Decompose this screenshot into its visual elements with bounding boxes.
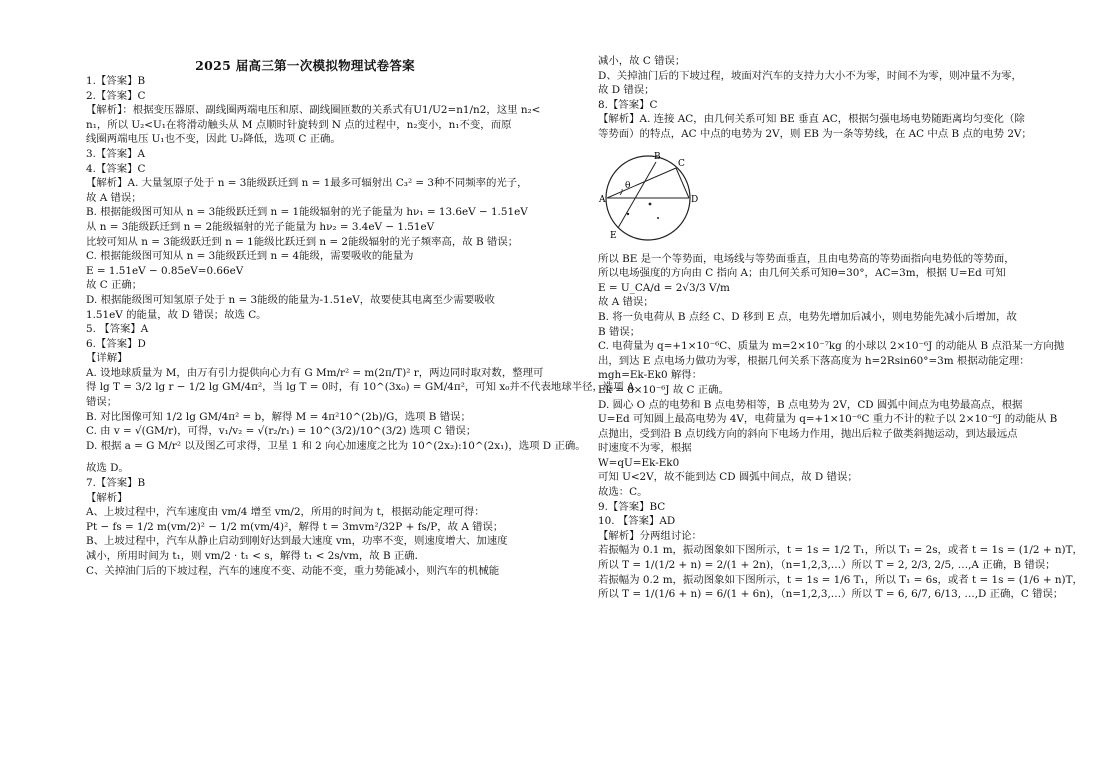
text-line: 10. 【答案】AD (598, 515, 676, 528)
text-line: 1.【答案】B (86, 75, 146, 87)
text-line: 故 A 错误； (598, 296, 654, 309)
text-line: n₁，所以 U₂<U₁在将滑动触头从 M 点顺时针旋转到 N 点的过程中，n₂变小，n₁不变，而原 (86, 118, 512, 131)
text-line: D. 根据能级图可知氢原子处于 n = 3能级的能量为-1.51eV，故要使其电离至少需要吸收 (86, 293, 495, 306)
text-line: 错误； (86, 396, 118, 409)
text-line: 所以 T = 1/(1/6 + n) = 6/(1 + 6n)，（n=1,2,3,…）所以 T = 6, 6/7, 6/13, …,D 正确，C 错误； (598, 588, 1064, 601)
circle-diagram (598, 148, 698, 248)
right-column (598, 54, 1083, 602)
text-line: B、上坡过程中，汽车从静止启动到刚好达到最大速度 vm，功率不变，则速度增大、加速度 (86, 535, 508, 548)
text-line: 点抛出，受到沿 B 点切线方向的斜向下电场力作用，抛出后粒子做类斜抛运动，到达最远点 (598, 427, 1018, 440)
text-line: C. 由 v = √(GM/r)，可得，v₁/v₂ = √(r₂/r₁) = 10^(3/2)/10^(3/2) 选项 C 错误； (86, 425, 477, 438)
text-line: 故 C 正确； (86, 279, 143, 292)
text-line: B. 将一负电荷从 B 点经 C、D 移到 E 点，电势先增加后减小，则电势能先减小后增加，故 (598, 310, 1017, 323)
text-line: D、关掉油门后的下坡过程，坡面对汽车的支持力大小不为零，时间不为零，则冲量不为零， (598, 69, 1022, 82)
text-line: 从 n = 3能级跃迁到 n = 2能级辐射的光子能量为 hν₂ = 3.4eV − 1.51eV (86, 220, 435, 233)
text-line: 【解析】A. 大量氢原子处于 n = 3能级跃迁到 n = 1最多可辐射出 C₃² = 3种不同频率的光子， (86, 177, 528, 190)
text-line: 可知 U<2V，故不能到达 CD 圆弧中间点，故 D 错误； (598, 471, 858, 484)
text-line: 若振幅为 0.1 m，振动图象如下图所示，t = 1s = 1/2 T₁，所以 T₁ = 2s，或者 t = 1s = (1/2 + n)T， (598, 544, 1083, 557)
text-line: mgh=Ek-Ek0 解得： (598, 369, 703, 382)
text-line: 所以 BE 是一个等势面，电场线与等势面垂直，且由电势高的等势面指向电势低的等势面， (598, 252, 1015, 265)
right-lines-top (598, 54, 1034, 142)
text-line: E = 1.51eV − 0.85eV=0.66eV (86, 264, 244, 277)
text-line: U=Ed 可知圆上最高电势为 4V，电荷量为 q=+1×10⁻⁶C 重力不计的粒子以 2×10⁻⁶J 的动能从 B (598, 413, 1058, 426)
fig-label-d: D (691, 194, 699, 205)
text-line: Ek = 8×10⁻⁶J 故 C 正确。 (598, 383, 729, 396)
text-line: A. 设地球质量为 M，由万有引力提供向心力有 G Mm/r² = m(2π/T)² r，两边同时取对数，整理可 (86, 366, 544, 379)
text-line: 等势面）的特点，AC 中点的电势为 2V，则 EB 为一条等势线，在 AC 中点 B 点的电势 2V； (598, 127, 1032, 140)
text-line: 【解析】分两组讨论： (598, 529, 702, 542)
text-line: 7.【答案】B (86, 477, 146, 490)
fig-label-theta: θ (625, 180, 631, 191)
text-line: 出，到达 E 点电场力做功为零，根据几何关系下落高度为 h=2Rsin60°=3m 根据动能定理： (598, 354, 1030, 367)
text-line: 【解析】A. 连接 AC，由几何关系可知 BE 垂直 AC，根据匀强电场电势随距离均匀变化（除 (598, 113, 1025, 126)
fig-label-a: A (599, 194, 606, 205)
text-line: 故 D 错误； (598, 84, 655, 97)
text-line: B. 根据能级图可知从 n = 3能级跃迁到 n = 1能级辐射的光子能量为 hν₁ = 13.6eV − 1.51eV (86, 206, 528, 219)
text-line: Pt − fs = 1/2 m(vm/2)² − 1/2 m(vm/4)²，解得 t = 3mvm²/32P + fs/P，故 A 错误； (86, 520, 504, 533)
text-line (86, 453, 506, 461)
text-line: 减小，故 C 错误； (598, 55, 686, 67)
text-line: 若振幅为 0.2 m，振动图象如下图所示，t = 1s = 1/6 T₁，所以 T₁ = 6s，或者 t = 1s = (1/6 + n)T， (598, 573, 1083, 586)
text-line: 1.51eV 的能量，故 D 错误；故选 C。 (86, 308, 267, 321)
text-line: 【解析】 (86, 491, 128, 504)
text-line: 故选：C。 (598, 486, 648, 499)
text-line: W=qU=Ek-Ek0 (598, 456, 680, 469)
text-line: 比较可知从 n = 3能级跃迁到 n = 1能级比跃迁到 n = 2能级辐射的光子频率高，故 B 错误； (86, 235, 519, 248)
text-line: D. 根据 a = G M/r² 以及图乙可求得，卫星 1 和 2 向心加速度之比为 10^(2x₂):10^(2x₁)，选项 D 正确。 (86, 439, 586, 452)
text-line: 故 A 错误； (86, 191, 142, 204)
text-line: C、关掉油门后的下坡过程，汽车的速度不变、动能不变，重力势能减小，则汽车的机械能 (86, 564, 500, 577)
text-line: 【解析】：根据变压器原、副线圈两端电压和原、副线圈匝数的关系式有U1/U2=n1/n2，这里 n₂< (86, 104, 541, 117)
page-title: 2025 届高三第一次模拟物理试卷答案 (195, 58, 415, 73)
fig-label-b: B (654, 151, 661, 162)
text-line: 6.【答案】D (86, 337, 146, 350)
text-line: 4.【答案】C (86, 162, 146, 175)
text-line: B 错误； (598, 325, 641, 338)
fig-label-e: E (610, 230, 617, 241)
text-line: 3.【答案】A (86, 147, 145, 160)
text-line: 9.【答案】BC (598, 500, 666, 513)
text-line: 线圈两端电压 U₁也不变，因此 U₂降低，选项 C 正确。 (86, 133, 341, 146)
text-line: A、上坡过程中，汽车速度由 vm/4 增至 vm/2，所用的时间为 t，根据动能定理可得： (86, 506, 485, 519)
text-line: 8.【答案】C (598, 98, 658, 111)
text-line: 所以 T = 1/(1/2 + n) = 2/(1 + 2n)，（n=1,2,3,…）所以 T = 2, 2/3, 2/5, …,A 正确，B 错误； (598, 559, 1056, 572)
text-line: B. 对比图像可知 1/2 lg GM/4π² = b，解得 M = 4π²10^(2b)/G，选项 B 错误； (86, 410, 471, 423)
text-line: D. 圆心 O 点的电势和 B 点电势相等，B 点电势为 2V，CD 圆弧中间点为电势最高点，根据 (598, 398, 1023, 411)
text-line: 【详解】 (86, 352, 128, 365)
text-line: 5. 【答案】A (86, 323, 149, 336)
text-line: 所以电场强度的方向由 C 指向 A；由几何关系可知θ=30°，AC=3m，根据 U=Ed 可知 (598, 267, 1006, 280)
text-line: 2.【答案】C (86, 89, 146, 102)
text-line: E = U_CA/d = 2√3/3 V/m (598, 281, 730, 294)
circle-field-figure (598, 148, 1034, 248)
fig-label-c: C (678, 158, 685, 169)
text-line: 故选 D。 (86, 462, 129, 475)
text-line: C. 电荷量为 q=+1×10⁻⁶C、质量为 m=2×10⁻⁷kg 的小球以 2×10⁻⁶J 的动能从 B 点沿某一方向抛 (598, 340, 1065, 353)
right-lines-bottom (598, 252, 1083, 602)
text-line: 得 lg T = 3/2 lg r − 1/2 lg GM/4π²，当 lg T = 0时，有 10^(3x₀) = GM/4π²，可知 x₀并不代表地球半径，选项 A (86, 381, 635, 394)
text-line: C. 根据能级图可知从 n = 3能级跃迁到 n = 4能级，需要吸收的能量为 (86, 250, 414, 263)
text-line: 减小，所用时间为 t₁，则 vm/2 · t₁ < s，解得 t₁ < 2s/vm，故 B 正确． (86, 550, 426, 562)
text-line: 时速度不为零，根据 (598, 442, 692, 455)
